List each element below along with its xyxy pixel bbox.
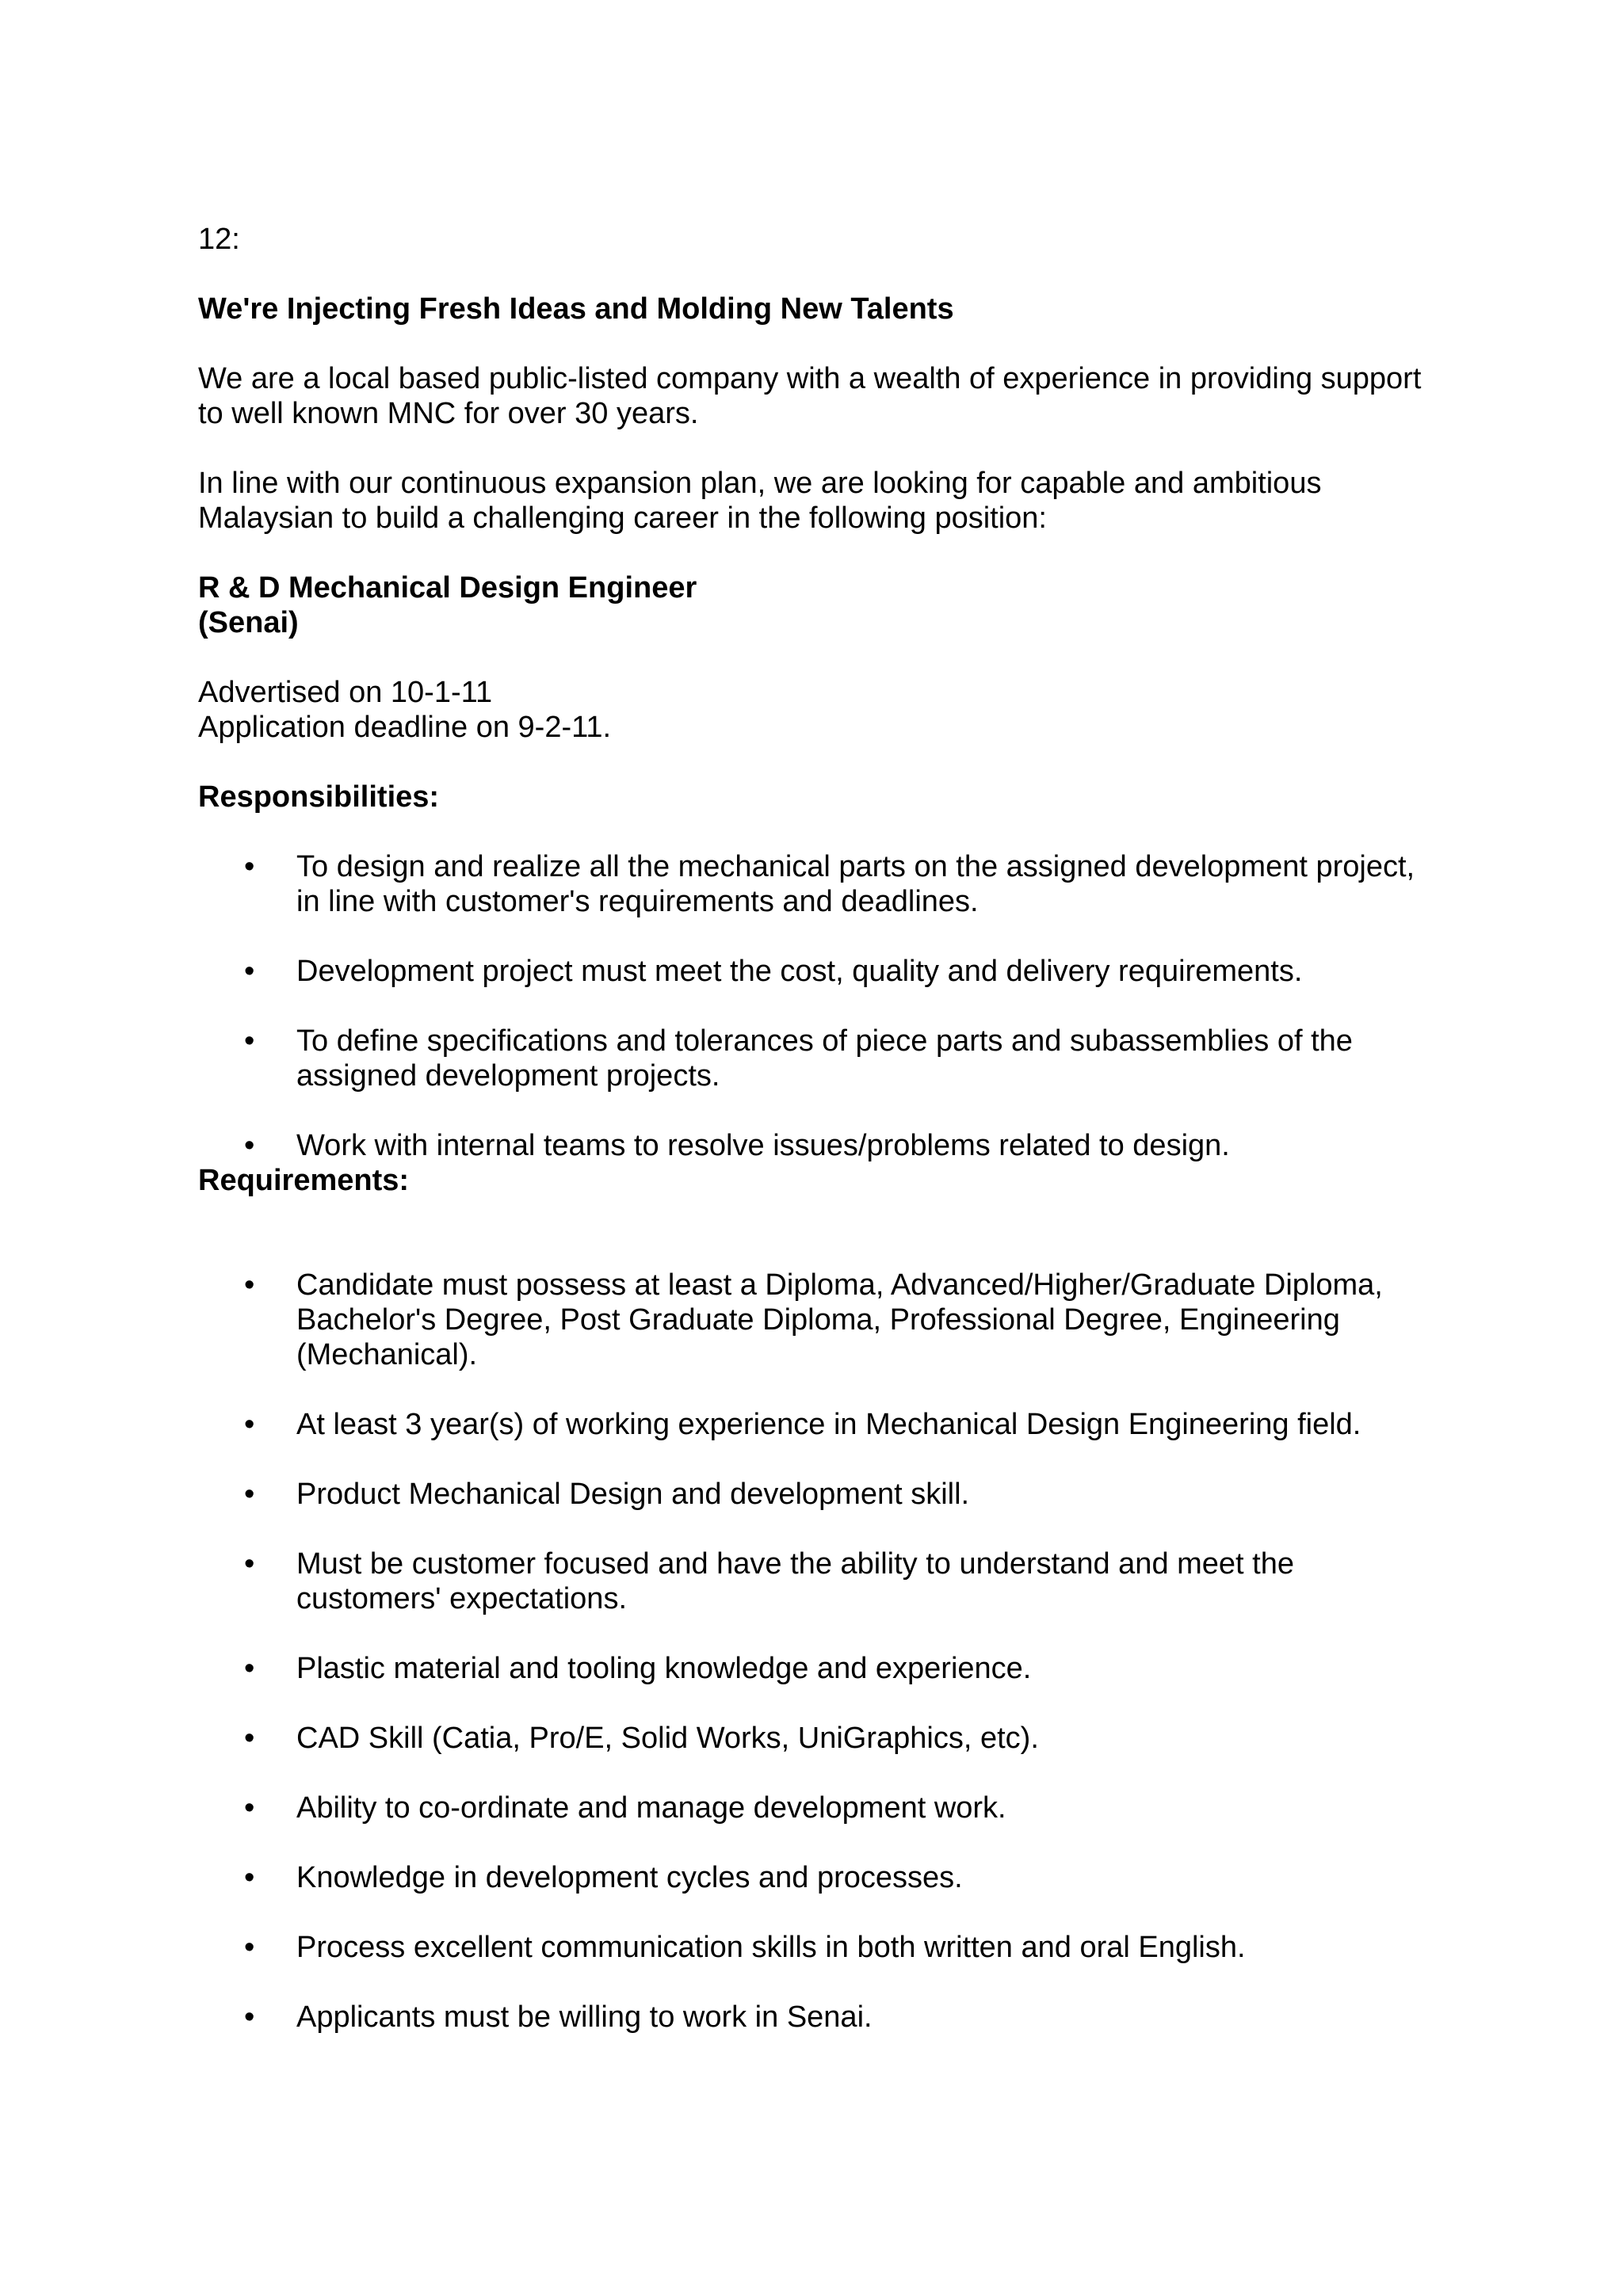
list-item: • Must be customer focused and have the ability to understand and meet the customers' expectations.: [198, 1547, 1434, 1616]
intro-paragraph-2: In line with our continuous expansion plan, we are looking for capable and ambitious Malaysian to build a challenging career in the following position:: [198, 467, 1322, 535]
list-item: • Work with internal teams to resolve issues/problems related to design.: [198, 1128, 1434, 1163]
intro-paragraph-1: We are a local based public-listed company with a wealth of experience in providing support to well known MNC for over 30 years.: [198, 362, 1422, 430]
dates-block: [198, 675, 1434, 745]
document-page: [198, 222, 1434, 2035]
position-block: [198, 570, 1434, 640]
list-item: • To design and realize all the mechanical parts on the assigned development project, in line with customer's requirements and deadlines.: [198, 849, 1434, 919]
list-item: • Applicants must be willing to work in Senai.: [198, 2000, 1434, 2035]
requirements-heading: Requirements:: [198, 1164, 410, 1197]
responsibilities-list: [198, 849, 1434, 1163]
list-item: • Product Mechanical Design and development skill.: [198, 1477, 1434, 1512]
application-deadline: Application deadline on 9-2-11.: [198, 711, 612, 744]
list-item: • At least 3 year(s) of working experience in Mechanical Design Engineering field.: [198, 1407, 1434, 1442]
position-location: (Senai): [198, 606, 299, 639]
list-item: • Development project must meet the cost, quality and delivery requirements.: [198, 954, 1434, 989]
list-item: • Candidate must possess at least a Diploma, Advanced/Higher/Graduate Diploma, Bachelor's Degree, Post Graduate Diploma, Professional Degree, Engineering (Mechanical).: [198, 1268, 1434, 1372]
position-title: R & D Mechanical Design Engineer: [198, 571, 697, 605]
responsibilities-heading: Responsibilities:: [198, 780, 440, 814]
requirements-list: [198, 1268, 1434, 2035]
list-item: • To define specifications and tolerances of piece parts and subassemblies of the assigned development projects.: [198, 1024, 1434, 1093]
advertised-date: Advertised on 10-1-11: [198, 676, 493, 709]
section-number: 12:: [198, 223, 240, 256]
list-item: • Process excellent communication skills in both written and oral English.: [198, 1930, 1434, 1965]
list-item: • CAD Skill (Catia, Pro/E, Solid Works, UniGraphics, etc).: [198, 1721, 1434, 1756]
list-item: • Ability to co-ordinate and manage development work.: [198, 1791, 1434, 1825]
list-item: • Plastic material and tooling knowledge and experience.: [198, 1651, 1434, 1686]
list-item: • Knowledge in development cycles and processes.: [198, 1860, 1434, 1895]
headline: We're Injecting Fresh Ideas and Molding New Talents: [198, 292, 954, 326]
